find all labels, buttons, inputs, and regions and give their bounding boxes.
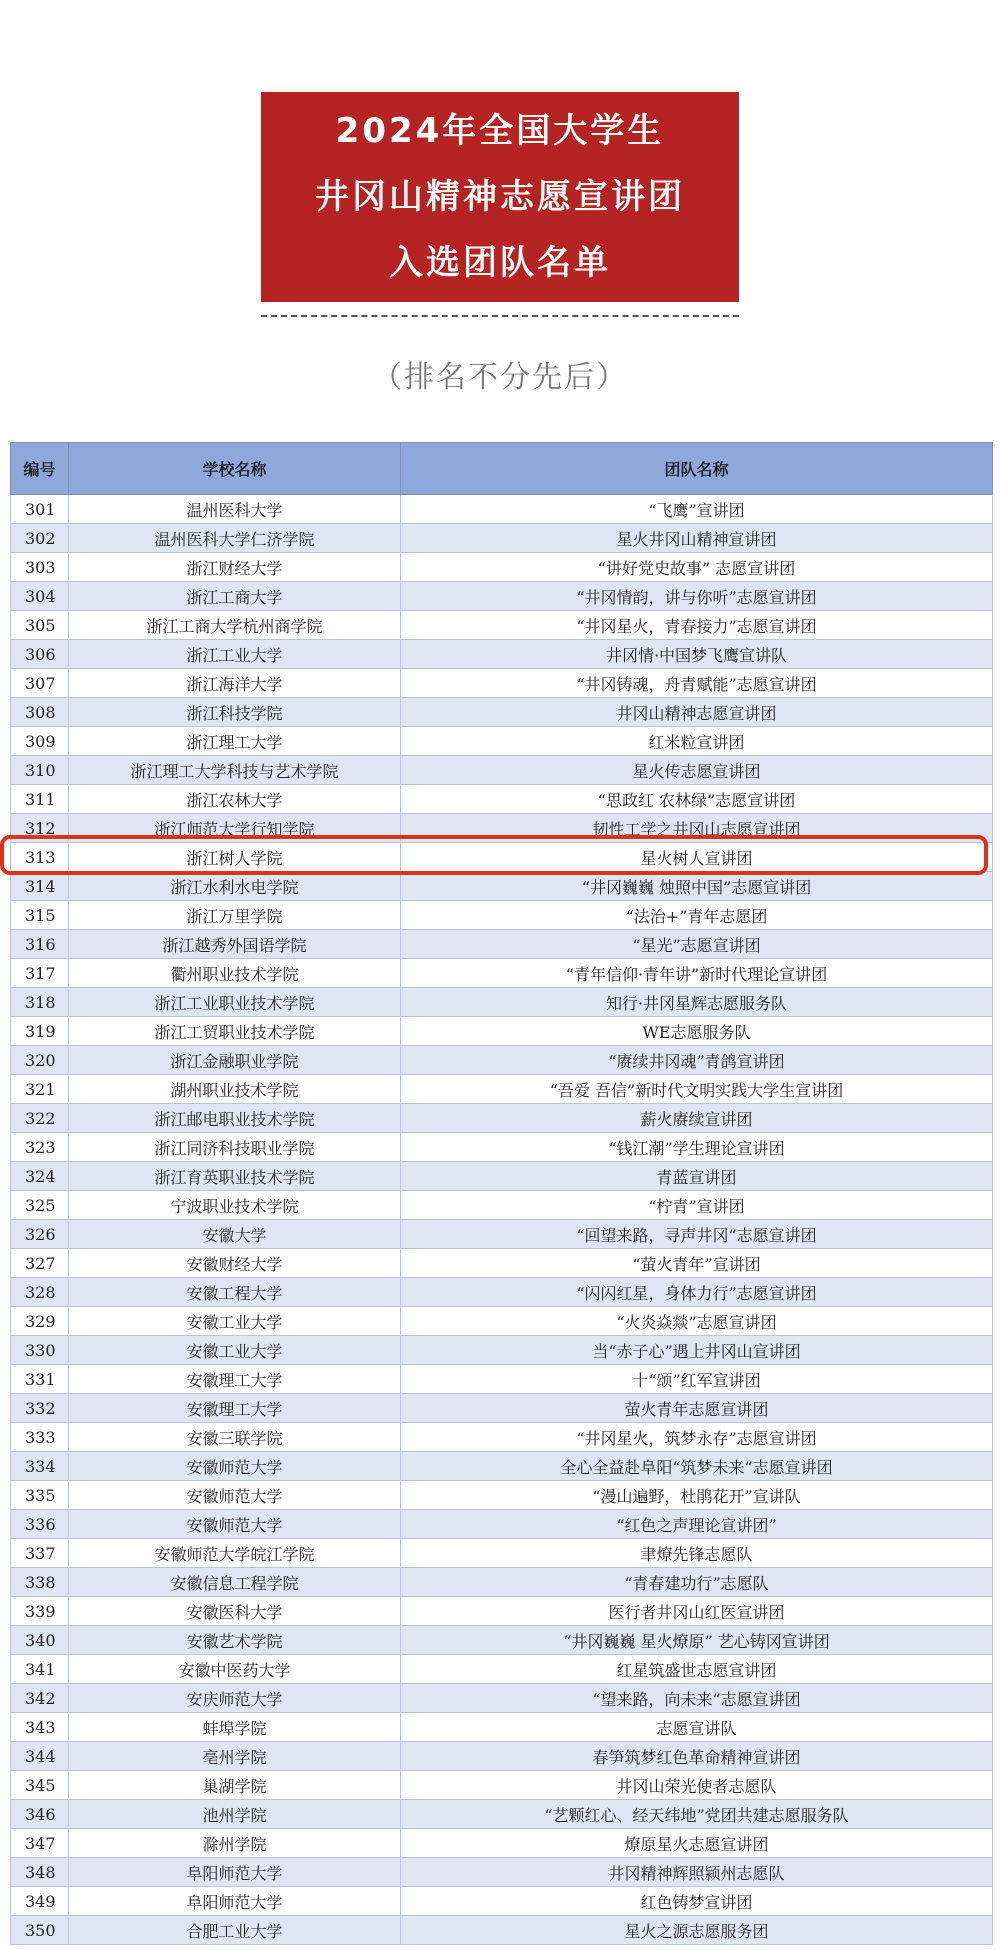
row-team: “红色之声理论宣讲团” [401,1510,993,1539]
table-body [11,495,993,1945]
row-school: 合肥工业大学 [69,1916,401,1945]
table-row [11,930,993,959]
row-team: “回望来路，寻声井冈”志愿宣讲团 [401,1220,993,1249]
table-row [11,843,993,872]
row-number: 318 [11,988,69,1017]
row-school: 浙江财经大学 [69,553,401,582]
table-row [11,872,993,901]
row-team: “望来路，向未来”志愿宣讲团 [401,1684,993,1713]
row-number: 314 [11,872,69,901]
row-number: 328 [11,1278,69,1307]
row-team: 星火树人宣讲团 [401,843,993,872]
table-row [11,1655,993,1684]
row-school: 安徽师范大学 [69,1510,401,1539]
row-school: 浙江工贸职业技术学院 [69,1017,401,1046]
row-school: 温州医科大学仁济学院 [69,524,401,553]
subtitle: （排名不分先后） [372,360,628,395]
table-row [11,1278,993,1307]
row-school: 浙江科技学院 [69,698,401,727]
table-row [11,1626,993,1655]
table-row [11,1800,993,1829]
row-number: 345 [11,1771,69,1800]
row-number: 338 [11,1568,69,1597]
row-number: 341 [11,1655,69,1684]
header-school: 学校名称 [69,443,401,495]
title-line-1: 2024年全国大学生 [335,111,665,151]
row-school: 安徽财经大学 [69,1249,401,1278]
row-number: 322 [11,1104,69,1133]
row-team: “思政红 农林绿”志愿宣讲团 [401,785,993,814]
row-team: “钱江潮”学生理论宣讲团 [401,1133,993,1162]
row-team: “萤火青年”宣讲团 [401,1249,993,1278]
row-number: 332 [11,1394,69,1423]
title-banner [261,92,739,302]
table-row [11,1684,993,1713]
row-team: “星光”志愿宣讲团 [401,930,993,959]
row-team: 聿燎先锋志愿队 [401,1539,993,1568]
row-number: 337 [11,1539,69,1568]
row-number: 346 [11,1800,69,1829]
table-row [11,785,993,814]
row-number: 320 [11,1046,69,1075]
table-row [11,1336,993,1365]
row-school: 安徽工程大学 [69,1278,401,1307]
row-school: 衢州职业技术学院 [69,959,401,988]
row-number: 309 [11,727,69,756]
row-number: 324 [11,1162,69,1191]
table-row [11,1162,993,1191]
table-row [11,1452,993,1481]
table-row [11,988,993,1017]
table-row [11,1365,993,1394]
row-school: 浙江金融职业学院 [69,1046,401,1075]
row-team: 井冈山荣光使者志愿队 [401,1771,993,1800]
table-row [11,698,993,727]
table-row [11,1887,993,1916]
row-number: 308 [11,698,69,727]
row-school: 温州医科大学 [69,495,401,524]
row-school: 安徽艺术学院 [69,1626,401,1655]
row-school: 浙江理工大学 [69,727,401,756]
row-number: 335 [11,1481,69,1510]
row-number: 306 [11,640,69,669]
row-team: “艺颗红心、经天纬地”党团共建志愿服务队 [401,1800,993,1829]
row-school: 安庆师范大学 [69,1684,401,1713]
row-school: 安徽理工大学 [69,1365,401,1394]
row-number: 348 [11,1858,69,1887]
row-team: “青春建功行”志愿队 [401,1568,993,1597]
row-school: 阜阳师范大学 [69,1887,401,1916]
table-row [11,1104,993,1133]
row-number: 330 [11,1336,69,1365]
row-school: 浙江工业职业技术学院 [69,988,401,1017]
row-team: 十“颂”红军宣讲团 [401,1365,993,1394]
row-number: 326 [11,1220,69,1249]
row-school: 浙江海洋大学 [69,669,401,698]
row-number: 327 [11,1249,69,1278]
row-school: 阜阳师范大学 [69,1858,401,1887]
row-school: 浙江育英职业技术学院 [69,1162,401,1191]
table-row [11,1307,993,1336]
row-school: 浙江工业大学 [69,640,401,669]
row-school: 巢湖学院 [69,1771,401,1800]
table-row [11,1713,993,1742]
table-row [11,1510,993,1539]
table-row [11,1423,993,1452]
row-team: “青年信仰·青年讲”新时代理论宣讲团 [401,959,993,988]
row-number: 347 [11,1829,69,1858]
row-number: 317 [11,959,69,988]
row-number: 334 [11,1452,69,1481]
row-school: 浙江树人学院 [69,843,401,872]
row-team: 萤火青年志愿宣讲团 [401,1394,993,1423]
row-number: 315 [11,901,69,930]
row-team: 韧性工学之井冈山志愿宣讲团 [401,814,993,843]
table-row [11,1597,993,1626]
table-row [11,1829,993,1858]
header-number: 编号 [11,443,69,495]
table-row [11,727,993,756]
row-number: 349 [11,1887,69,1916]
row-number: 303 [11,553,69,582]
row-team: “吾爱 吾信”新时代文明实践大学生宣讲团 [401,1075,993,1104]
row-number: 311 [11,785,69,814]
row-team: 红米粒宣讲团 [401,727,993,756]
row-team: 燎原星火志愿宣讲团 [401,1829,993,1858]
row-number: 316 [11,930,69,959]
row-school: 浙江理工大学科技与艺术学院 [69,756,401,785]
table-row [11,669,993,698]
row-school: 蚌埠学院 [69,1713,401,1742]
row-school: 安徽三联学院 [69,1423,401,1452]
row-team: 春笋筑梦红色革命精神宣讲团 [401,1742,993,1771]
row-number: 301 [11,495,69,524]
row-team: “闪闪红星，身体力行”志愿宣讲团 [401,1278,993,1307]
dashed-divider [261,315,739,317]
table-row [11,553,993,582]
row-team: 红色铸梦宣讲团 [401,1887,993,1916]
table-row [11,495,993,524]
table-row [11,1771,993,1800]
row-number: 331 [11,1365,69,1394]
row-school: 宁波职业技术学院 [69,1191,401,1220]
row-number: 323 [11,1133,69,1162]
row-team: 星火传志愿宣讲团 [401,756,993,785]
table-row [11,1017,993,1046]
row-school: 浙江工商大学 [69,582,401,611]
table-row [11,814,993,843]
row-team: 知行·井冈星辉志愿服务队 [401,988,993,1017]
row-team: “井冈巍巍 烛照中国”志愿宣讲团 [401,872,993,901]
table-row [11,611,993,640]
row-team: “井冈情韵，讲与你听”志愿宣讲团 [401,582,993,611]
table-row [11,1220,993,1249]
row-team: “柠青”宣讲团 [401,1191,993,1220]
row-team: “讲好党史故事” 志愿宣讲团 [401,553,993,582]
row-school: 浙江同济科技职业学院 [69,1133,401,1162]
row-team: 井冈山精神志愿宣讲团 [401,698,993,727]
row-team: “法治+”青年志愿团 [401,901,993,930]
table-row [11,901,993,930]
row-school: 安徽大学 [69,1220,401,1249]
table-row [11,524,993,553]
row-number: 310 [11,756,69,785]
row-number: 336 [11,1510,69,1539]
row-number: 302 [11,524,69,553]
table-header [11,443,993,495]
title-line-2: 井冈山精神志愿宣讲团 [315,177,685,217]
row-team: “井冈星火，筑梦永存”志愿宣讲团 [401,1423,993,1452]
row-number: 307 [11,669,69,698]
row-team: 红星筑盛世志愿宣讲团 [401,1655,993,1684]
row-school: 滁州学院 [69,1829,401,1858]
row-team: “火炎焱燚”志愿宣讲团 [401,1307,993,1336]
row-number: 343 [11,1713,69,1742]
row-number: 325 [11,1191,69,1220]
row-school: 浙江万里学院 [69,901,401,930]
row-team: 青蓝宣讲团 [401,1162,993,1191]
row-school: 安徽师范大学皖江学院 [69,1539,401,1568]
row-school: 安徽工业大学 [69,1336,401,1365]
table-row [11,1191,993,1220]
row-school: 浙江师范大学行知学院 [69,814,401,843]
table-row [11,640,993,669]
row-team: “井冈铸魂，舟青赋能”志愿宣讲团 [401,669,993,698]
row-school: 浙江工商大学杭州商学院 [69,611,401,640]
header-team: 团队名称 [401,443,993,495]
table-row [11,959,993,988]
table-row [11,1568,993,1597]
row-school: 安徽师范大学 [69,1452,401,1481]
row-number: 312 [11,814,69,843]
row-number: 342 [11,1684,69,1713]
title-line-3: 入选团队名单 [389,243,611,283]
row-school: 浙江农林大学 [69,785,401,814]
row-team: 井冈精神辉照颍州志愿队 [401,1858,993,1887]
row-school: 安徽师范大学 [69,1481,401,1510]
row-team: “井冈巍巍 星火燎原” 艺心铸冈宣讲团 [401,1626,993,1655]
table-row [11,1046,993,1075]
table-row [11,1133,993,1162]
row-school: 安徽工业大学 [69,1307,401,1336]
row-number: 304 [11,582,69,611]
table-row [11,1539,993,1568]
row-school: 浙江水利水电学院 [69,872,401,901]
table-row [11,756,993,785]
row-number: 313 [11,843,69,872]
table-row [11,1916,993,1945]
row-school: 浙江越秀外国语学院 [69,930,401,959]
row-team: “井冈星火，青春接力”志愿宣讲团 [401,611,993,640]
table-row [11,1075,993,1104]
row-number: 329 [11,1307,69,1336]
table-row [11,582,993,611]
row-number: 319 [11,1017,69,1046]
row-number: 305 [11,611,69,640]
row-school: 浙江邮电职业技术学院 [69,1104,401,1133]
row-school: 池州学院 [69,1800,401,1829]
row-number: 321 [11,1075,69,1104]
row-number: 344 [11,1742,69,1771]
row-number: 340 [11,1626,69,1655]
row-team: 星火井冈山精神宣讲团 [401,524,993,553]
row-team: 全心全益赴阜阳“筑梦未来”志愿宣讲团 [401,1452,993,1481]
row-team: WE志愿服务队 [401,1017,993,1046]
row-school: 安徽中医药大学 [69,1655,401,1684]
table-row [11,1481,993,1510]
row-team: 志愿宣讲队 [401,1713,993,1742]
row-school: 亳州学院 [69,1742,401,1771]
row-number: 350 [11,1916,69,1945]
team-list-table [10,442,993,1945]
row-number: 333 [11,1423,69,1452]
row-school: 湖州职业技术学院 [69,1075,401,1104]
row-team: 井冈情·中国梦飞鹰宣讲队 [401,640,993,669]
row-school: 安徽信息工程学院 [69,1568,401,1597]
table-row [11,1394,993,1423]
row-team: “赓续井冈魂”青鸽宣讲团 [401,1046,993,1075]
table-row [11,1742,993,1771]
row-school: 安徽医科大学 [69,1597,401,1626]
table-row [11,1249,993,1278]
row-team: “漫山遍野，杜鹃花开”宣讲队 [401,1481,993,1510]
row-team: 当“赤子心”遇上井冈山宣讲团 [401,1336,993,1365]
row-number: 339 [11,1597,69,1626]
row-team: “飞鹰”宣讲团 [401,495,993,524]
row-team: 薪火赓续宣讲团 [401,1104,993,1133]
row-team: 医行者井冈山红医宣讲团 [401,1597,993,1626]
row-team: 星火之源志愿服务团 [401,1916,993,1945]
table-row [11,1858,993,1887]
row-school: 安徽理工大学 [69,1394,401,1423]
